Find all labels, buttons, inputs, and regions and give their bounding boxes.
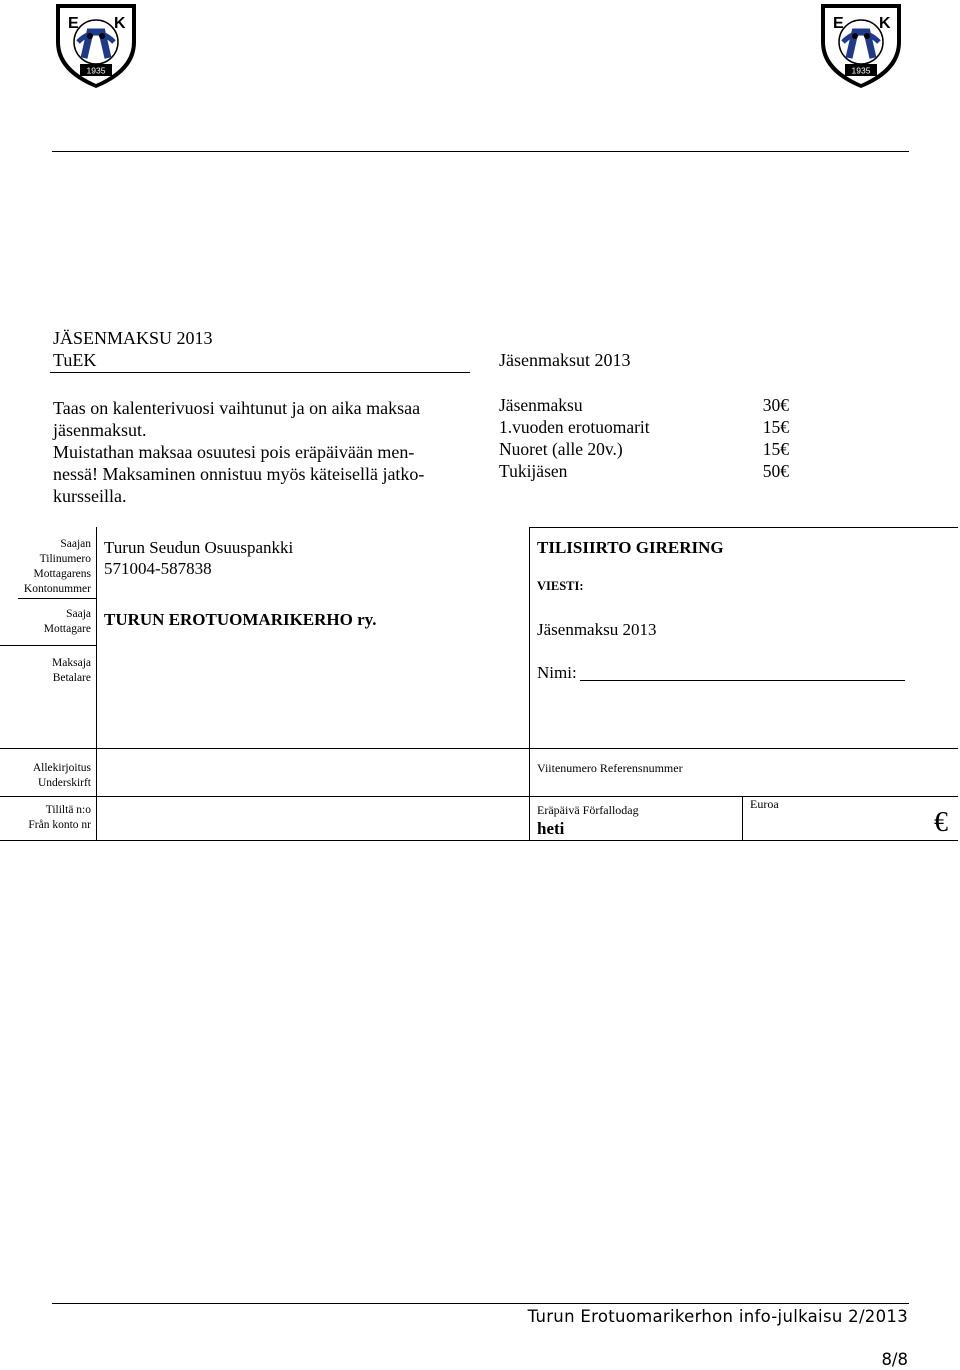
logo-year: 1935	[86, 65, 106, 76]
fee-label: Jäsenmaksu	[499, 395, 583, 415]
club-logo-left	[50, 2, 142, 90]
label-line: Saaja	[66, 608, 91, 620]
slip-bottom-rule	[0, 840, 958, 841]
fees-title: Jäsenmaksut 2013	[499, 350, 631, 370]
from-account-labels	[0, 803, 91, 833]
message-text: Jäsenmaksu 2013	[537, 620, 657, 639]
membership-title: JÄSENMAKSU 2013	[53, 328, 213, 348]
euro-divider	[742, 796, 743, 840]
label-line: Från konto nr	[28, 819, 91, 831]
label-line: Kontonummer	[23, 583, 91, 595]
slip-center-divider	[529, 527, 530, 840]
euro-sign: €	[934, 807, 948, 838]
fee-amount: 50€	[762, 461, 789, 481]
intro-line: Muistathan maksaa osuutesi pois eräpäivään men-	[53, 442, 415, 462]
fee-row	[499, 416, 789, 438]
publication-name: Turun Erotuomarikerhon info-julkaisu 2/2013	[527, 1307, 908, 1326]
title-rule	[50, 372, 470, 373]
due-label: Eräpäivä Förfallodag	[537, 803, 639, 817]
slip-left-divider	[96, 527, 97, 840]
logo-letter-k: K	[879, 15, 891, 32]
labels-separator	[18, 598, 97, 599]
footer-rule	[52, 1303, 909, 1304]
intro-line: nessä! Maksaminen onnistuu myös käteisellä jatko-	[53, 464, 425, 484]
intro-text	[53, 397, 473, 507]
label-line: Allekirjoitus	[32, 762, 91, 774]
fee-label: 1.vuoden erotuomarit	[499, 417, 650, 437]
logo-year: 1935	[851, 65, 871, 76]
reference-label: Viitenumero Referensnummer	[537, 761, 683, 775]
recipient-account-labels	[0, 537, 91, 597]
euro-label: Euroa	[750, 797, 779, 811]
fee-label: Nuoret (alle 20v.)	[499, 439, 623, 459]
slip-top-rule	[530, 527, 958, 528]
fee-amount: 30€	[762, 395, 789, 415]
fee-amount: 15€	[762, 439, 789, 459]
payer-rule	[0, 645, 97, 646]
label-line: Mottagarens	[33, 568, 91, 580]
recipient-name: TURUN EROTUOMARIKERHO ry.	[104, 610, 377, 629]
message-label: VIESTI:	[537, 579, 584, 593]
payer-labels	[0, 656, 91, 686]
header-rule	[52, 151, 909, 152]
bank-name: Turun Seudun Osuuspankki	[104, 538, 294, 557]
logo-letter-e: E	[68, 15, 79, 32]
intro-line: kursseilla.	[53, 486, 127, 506]
label-line: Betalare	[52, 672, 91, 684]
signature-rule	[0, 748, 958, 749]
label-line: Maksaja	[52, 657, 91, 669]
name-label: Nimi:	[537, 663, 577, 682]
transfer-title: TILISIIRTO GIRERING	[537, 538, 724, 557]
fee-label: Tukijäsen	[499, 461, 568, 481]
club-logo-right	[815, 2, 907, 90]
label-line: Saajan	[60, 538, 91, 550]
logo-letter-k: K	[114, 15, 126, 32]
logo-letter-e: E	[833, 15, 844, 32]
signature-labels	[0, 761, 91, 791]
fee-amount: 15€	[762, 417, 789, 437]
intro-line: Taas on kalenterivuosi vaihtunut ja on aika maksaa	[53, 398, 421, 418]
fee-row	[499, 438, 789, 460]
account-number: 571004-587838	[104, 559, 212, 578]
page-number: 8/8	[881, 1350, 908, 1369]
fee-row	[499, 394, 789, 416]
label-line: Underskirft	[37, 777, 91, 789]
label-line: Mottagare	[43, 623, 91, 635]
account-rule	[0, 796, 958, 797]
fee-row	[499, 460, 789, 482]
club-abbreviation: TuEK	[53, 350, 97, 370]
intro-line: jäsenmaksut.	[53, 420, 147, 440]
recipient-labels	[0, 607, 91, 637]
due-value: heti	[537, 819, 565, 838]
label-line: Tililtä n:o	[45, 804, 91, 816]
name-field-line	[580, 680, 905, 681]
label-line: Tilinumero	[39, 553, 91, 565]
